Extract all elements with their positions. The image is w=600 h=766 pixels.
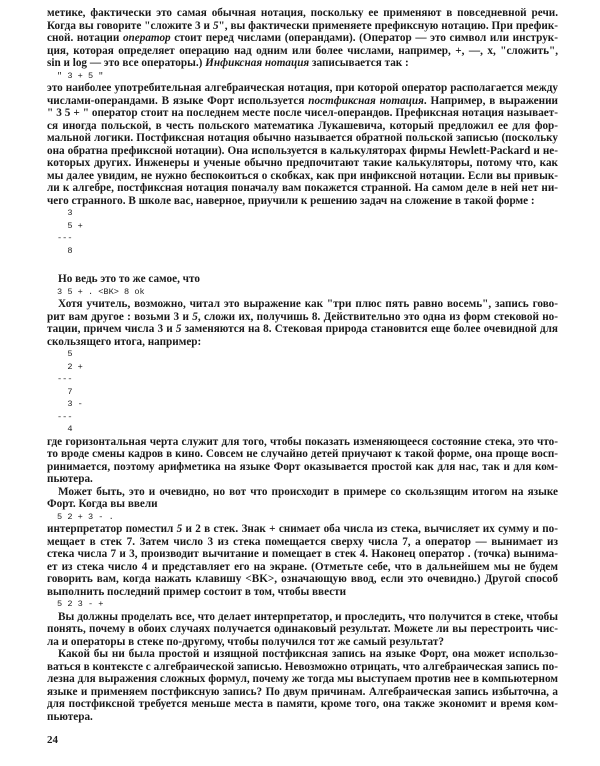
text-segment: Но ведь это то же самое, что [58, 273, 200, 285]
text-line [47, 45, 558, 58]
text-line [47, 436, 558, 449]
text-segment: интерпретатор поместил [47, 523, 177, 535]
text-segment: ся иногда польской, в честь польского математика Лукашевича, который предложил ее для фор- [47, 119, 558, 132]
text-segment: ринимается, поэтому арифметика на языке Форт оказывается простой как для нас, так и для ком- [47, 460, 558, 473]
text-line [47, 57, 558, 70]
text-segment: это наиболее употребительная алгебраическая нотация, при которой оператор располагается между [47, 82, 558, 94]
text-segment: ли к алгебре, постфиксная нотация поначалу вам покажется странной. На самом деле в ней нет ни- [47, 182, 558, 194]
text-line [47, 548, 558, 561]
text-segment: --- [57, 374, 73, 384]
italic-term: постфиксная нотация [308, 94, 424, 107]
text-segment: 4 [57, 424, 73, 434]
text-segment: стоит перед числами (операндами). (Оператор — это символ или инструк- [170, 32, 558, 44]
text-segment: числами-операндами. В языке Форт используется [47, 94, 309, 107]
text-segment: то вроде смены кадров в кино. Совсем не случайно детей приучают к такой форме, она проще восп- [47, 448, 558, 460]
text-line [47, 273, 558, 286]
code-line [47, 411, 558, 424]
text-segment: 5 2 3 - + [57, 599, 104, 609]
text-segment: " 3 + 5 " [57, 70, 104, 81]
text-segment: " 3 5 + " оператор стоит на последнем месте после чисел-операндов. Префиксная нотация называет- [47, 107, 558, 119]
text-segment: ", вы фактически применяете префиксную нотацию. При префик- [218, 19, 558, 32]
code-line [47, 232, 558, 245]
text-line [47, 711, 558, 724]
italic-term: 5 [212, 19, 219, 32]
text-line [47, 611, 558, 624]
text-segment: тации, причем числа 3 и [47, 323, 176, 335]
text-segment: 7 [57, 386, 73, 397]
text-line [47, 573, 558, 586]
text-line [47, 623, 558, 636]
code-line [47, 598, 558, 611]
italic-term: оператор [122, 32, 171, 44]
text-line [47, 107, 558, 120]
text-segment: лезна для выражения сложных формул, почему же тогда мы выступаем против нее в компьютерном [47, 673, 558, 685]
text-segment: 5 2 + 3 - . [57, 511, 114, 522]
text-segment: мальной логики. Постфиксная нотация обычно называется обратной польской записью (поскольку [47, 132, 558, 144]
code-line [47, 398, 558, 411]
text-line [47, 145, 558, 158]
text-segment: понять, почему в обоих случаях получается одинаковый результат. Можете ли вы перестроить чис- [47, 623, 558, 635]
italic-term: 5 [175, 323, 182, 335]
italic-term: 5 [192, 310, 198, 323]
text-line [47, 336, 558, 349]
code-line [47, 386, 558, 399]
italic-term: 5 [176, 523, 183, 535]
text-segment: сной. нотации [47, 32, 123, 44]
text-segment: языке и применяем постфиксную запись? По двум причинам. Алгебраическая запись избыточна, а [47, 685, 558, 698]
code-line [47, 245, 558, 258]
text-line [47, 120, 558, 133]
text-line [47, 95, 558, 108]
code-line [47, 286, 558, 299]
text-line [47, 561, 558, 574]
text-segment: для постфиксной требуется меньше места в памяти, кроме того, она также экономит и время ком- [47, 698, 558, 710]
text-segment: записывается так : [309, 57, 409, 69]
text-segment: --- [57, 233, 73, 243]
text-line [47, 448, 558, 461]
text-line [47, 157, 558, 170]
text-line [47, 132, 558, 145]
text-segment: пьютера. [47, 710, 93, 723]
text-line [47, 636, 558, 649]
text-line [47, 698, 558, 711]
text-line [47, 323, 558, 336]
text-segment: Форт. Когда вы ввели [47, 498, 158, 510]
text-line [47, 473, 558, 486]
text-segment: метике, фактически это самая обычная нотация, поскольку ее применяют в повседневной речи. [47, 7, 558, 19]
blank-line [47, 257, 558, 273]
text-segment: мещает в стек 7. Затем число 3 из стека помещается сверху числа 7, а оператор — вынимает из [47, 535, 558, 548]
text-line [47, 461, 558, 474]
text-line [47, 311, 558, 324]
text-segment: 3 5 + . <BK> 8 ok [57, 286, 145, 297]
code-line [47, 423, 558, 436]
text-line [47, 661, 558, 674]
text-segment: Какой бы ни была простой и изящной постфиксная запись на языке Форт, она может использо- [58, 648, 558, 660]
text-line [47, 523, 558, 536]
text-segment: выполнить последний пример состоит в том, чтобы ввести [47, 585, 347, 598]
text-segment: где горизонтальная черта служит для того, чтобы показать изменяющееся состояние стека, это что- [47, 435, 558, 448]
text-line [47, 298, 558, 311]
code-line [47, 207, 558, 220]
text-segment: стека числа 7 и 3, производит вычитание и помещает в стек 4. Наконец оператор . (точка) вынима- [47, 548, 558, 560]
text-line [47, 182, 558, 195]
text-line [47, 170, 558, 183]
text-segment: Когда вы говорите "сложите 3 и [47, 19, 213, 32]
text-segment: которых других. Инженеры и ученые обычно предпочитают такие калькуляторы, потому что, как [47, 157, 558, 169]
text-segment: 3 - [57, 399, 83, 409]
text-segment: 3 [57, 208, 73, 218]
text-segment: Вы должны проделать все, что делает интерпретатор, и проследить, что получится в стеке, чтобы [58, 610, 558, 623]
text-line [47, 32, 558, 45]
text-segment: она обратна префиксной нотации). Она используется в калькуляторах фирмы Hewlett-Packard и не- [47, 144, 558, 157]
code-line [47, 348, 558, 361]
text-segment: --- [57, 411, 73, 422]
text-line [47, 486, 558, 499]
text-segment: ет из стека число 4 и представляет его на экране. (Отметьте себе, что в дальнейшем мы не будем [47, 560, 558, 573]
text-line [47, 536, 558, 549]
text-line [47, 673, 558, 686]
code-line [47, 70, 558, 83]
text-segment: Хотя учитель, возможно, читал это выражение как "три плюс пять равно восемь", запись гово- [58, 298, 558, 310]
code-line [47, 361, 558, 374]
code-line [47, 373, 558, 386]
text-segment: чего странного. В школе вас, наверное, приучили к решению задач на сложение в такой форме : [47, 194, 535, 207]
text-line [47, 498, 558, 511]
text-line [47, 20, 558, 33]
text-line [47, 7, 558, 20]
text-line [47, 82, 558, 95]
text-segment: sin и log — это все операторы.) [47, 57, 206, 69]
text-segment: 5 + [57, 220, 83, 231]
text-segment: ваться в контексте с алгебраической записью. Невозможно отрицать, что алгебраическая запись по- [47, 660, 558, 673]
text-segment: 2 + [57, 361, 83, 372]
text-segment: рит вам другое : возьми 3 и [47, 310, 193, 323]
text-segment: пьютера. [47, 473, 93, 485]
book-page-text [47, 7, 558, 723]
text-segment: скользящего итога, например: [47, 335, 202, 348]
code-line [47, 220, 558, 233]
text-line [47, 686, 558, 699]
text-line [47, 586, 558, 599]
text-segment: ла и операторы в стеке по-другому, чтобы получился тот же самый результат? [47, 635, 444, 648]
text-segment: говорить вам, когда нажать клавишу <BK>, означающую ввод, если это очевидно.) Другой способ [47, 573, 558, 585]
text-segment: мы далее увидим, не нужно беспокоиться о скобках, как при инфиксной нотации. Если вы привык- [47, 169, 558, 182]
text-segment: 5 [57, 349, 73, 359]
text-segment: 8 [57, 245, 73, 256]
text-line [47, 648, 558, 661]
text-segment: и 2 в стек. Знак + снимает оба числа из стека, вычисляет их сумму и по- [182, 523, 558, 535]
code-line [47, 511, 558, 524]
text-segment: . Например, в выражении [423, 94, 558, 107]
text-segment: Может быть, это и очевидно, но вот что происходит в примере со скользящим итогом на языке [58, 485, 558, 498]
text-line [47, 195, 558, 208]
italic-term: Инфиксная нотация [205, 57, 310, 69]
text-segment: , сложи их, получишь 8. Действительно это одна из форм стековой но- [197, 310, 558, 323]
text-segment: ция, которая определяет операцию над одним или более числами, например, +, —, x, "сложить", [47, 44, 558, 57]
page-number: 24 [47, 734, 58, 746]
text-segment: заменяются на 8. Стековая природа становится еще более очевидной для [181, 323, 558, 335]
